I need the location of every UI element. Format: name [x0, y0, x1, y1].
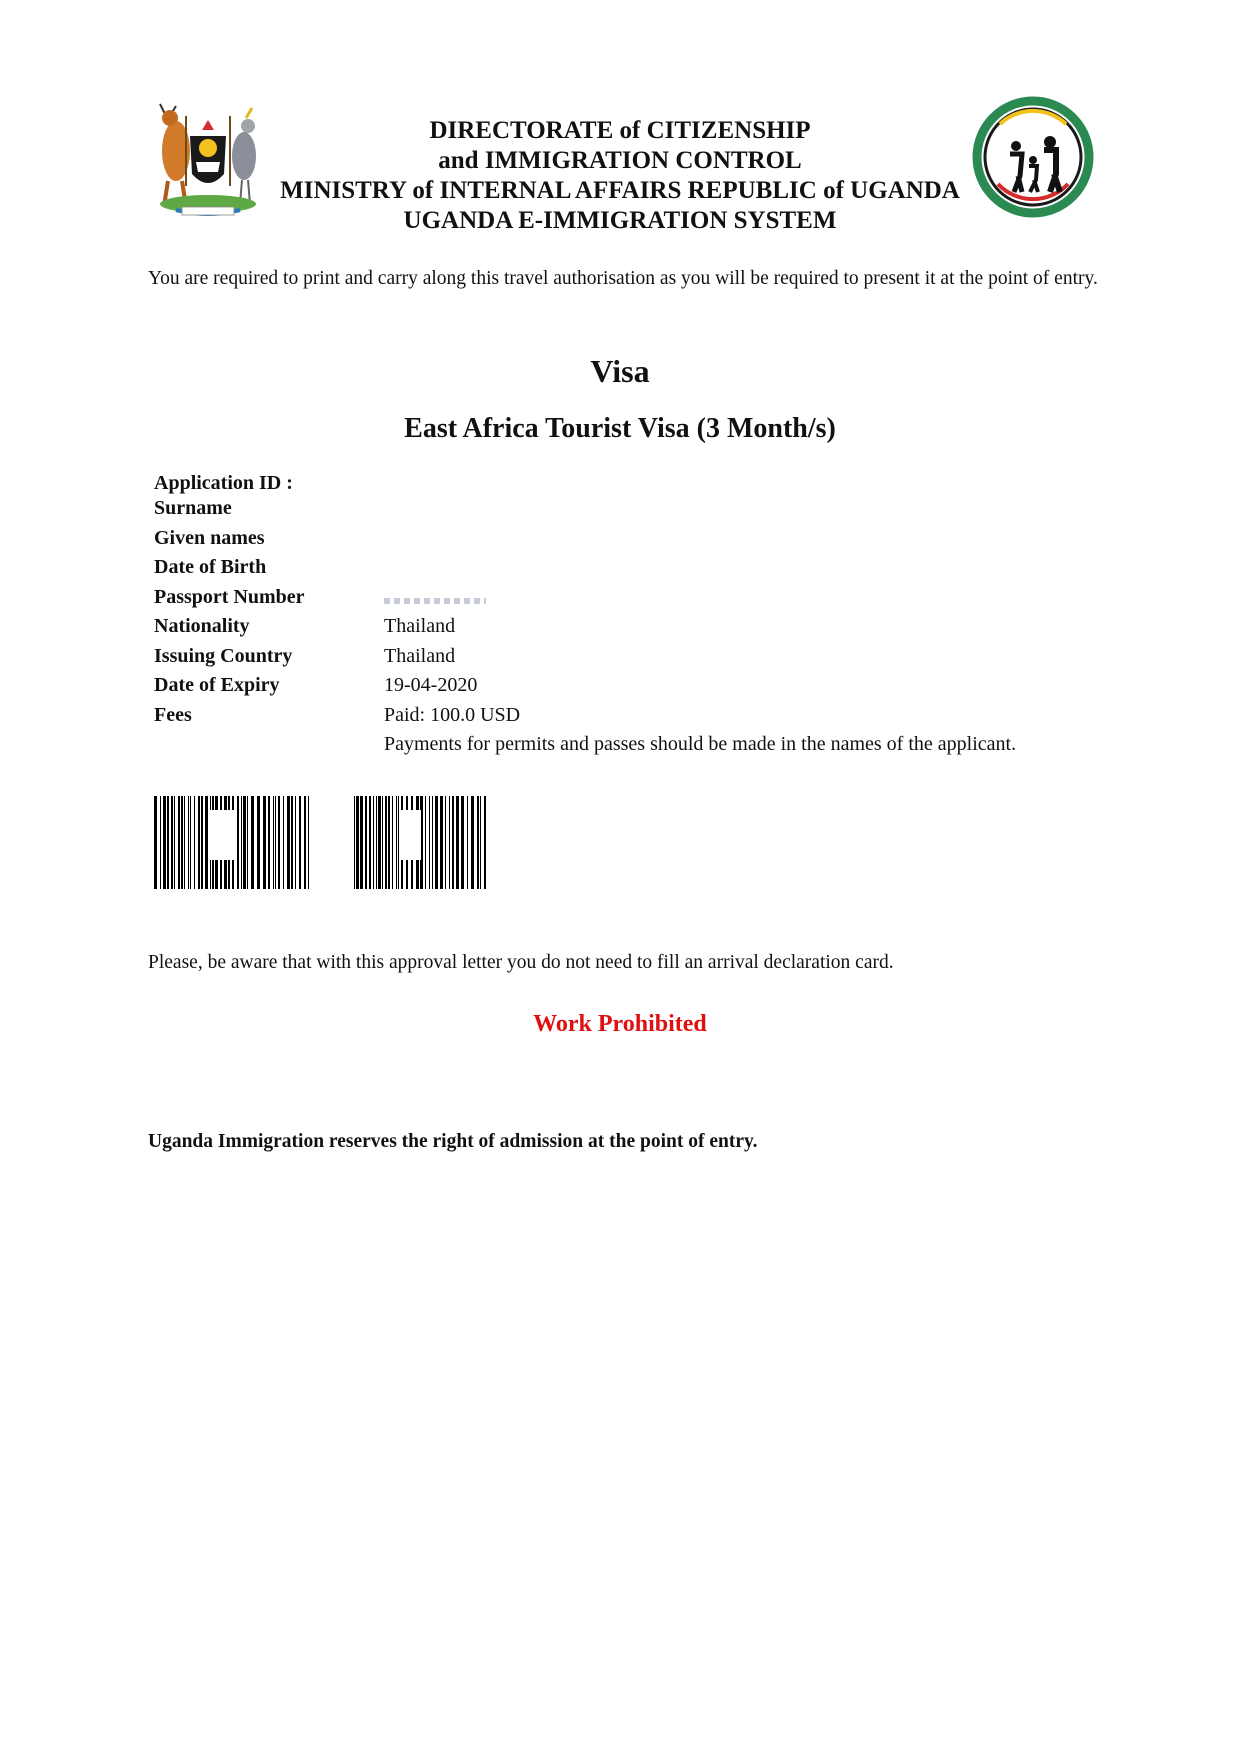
- payment-note: Payments for permits and passes should be made in the names of the applicant.: [384, 733, 1017, 755]
- dob-label: Date of Birth: [154, 556, 267, 578]
- application-id-label: Application ID :: [154, 472, 293, 494]
- admission-note: Uganda Immigration reserves the right of admission at the point of entry.: [148, 1131, 758, 1152]
- passport-value-redacted: [384, 586, 486, 610]
- header-line-1: DIRECTORATE of CITIZENSHIP: [429, 117, 811, 144]
- issuing-country-label: Issuing Country: [154, 645, 293, 667]
- header-line-4: UGANDA E-IMMIGRATION SYSTEM: [403, 207, 837, 234]
- arrival-card-notice: Please, be aware that with this approval letter you do not need to fill an arrival declaration card.: [148, 952, 894, 973]
- expiry-label: Date of Expiry: [154, 674, 280, 696]
- given-names-label: Given names: [154, 527, 265, 549]
- document-title: Visa: [590, 353, 650, 389]
- visa-type: East Africa Tourist Visa (3 Month/s): [404, 413, 836, 444]
- nationality-value: Thailand: [384, 615, 456, 637]
- nationality-label: Nationality: [154, 615, 250, 637]
- expiry-value: 19-04-2020: [384, 674, 478, 696]
- fees-label: Fees: [154, 704, 192, 726]
- header-line-3: MINISTRY of INTERNAL AFFAIRS REPUBLIC of UGANDA: [280, 177, 960, 204]
- barcode: [354, 796, 488, 889]
- document-header: [250, 116, 990, 236]
- intro-text: You are required to print and carry along this travel authorisation as you will be required to present it at the point of entry.: [148, 268, 1098, 289]
- passport-label: Passport Number: [154, 586, 305, 608]
- work-prohibited-warning: Work Prohibited: [533, 1011, 707, 1037]
- surname-label: Surname: [154, 497, 232, 519]
- header-line-2: and IMMIGRATION CONTROL: [438, 147, 802, 174]
- fees-value: Paid: 100.0 USD: [384, 704, 521, 726]
- issuing-country-value: Thailand: [384, 645, 456, 667]
- barcode: [154, 796, 314, 889]
